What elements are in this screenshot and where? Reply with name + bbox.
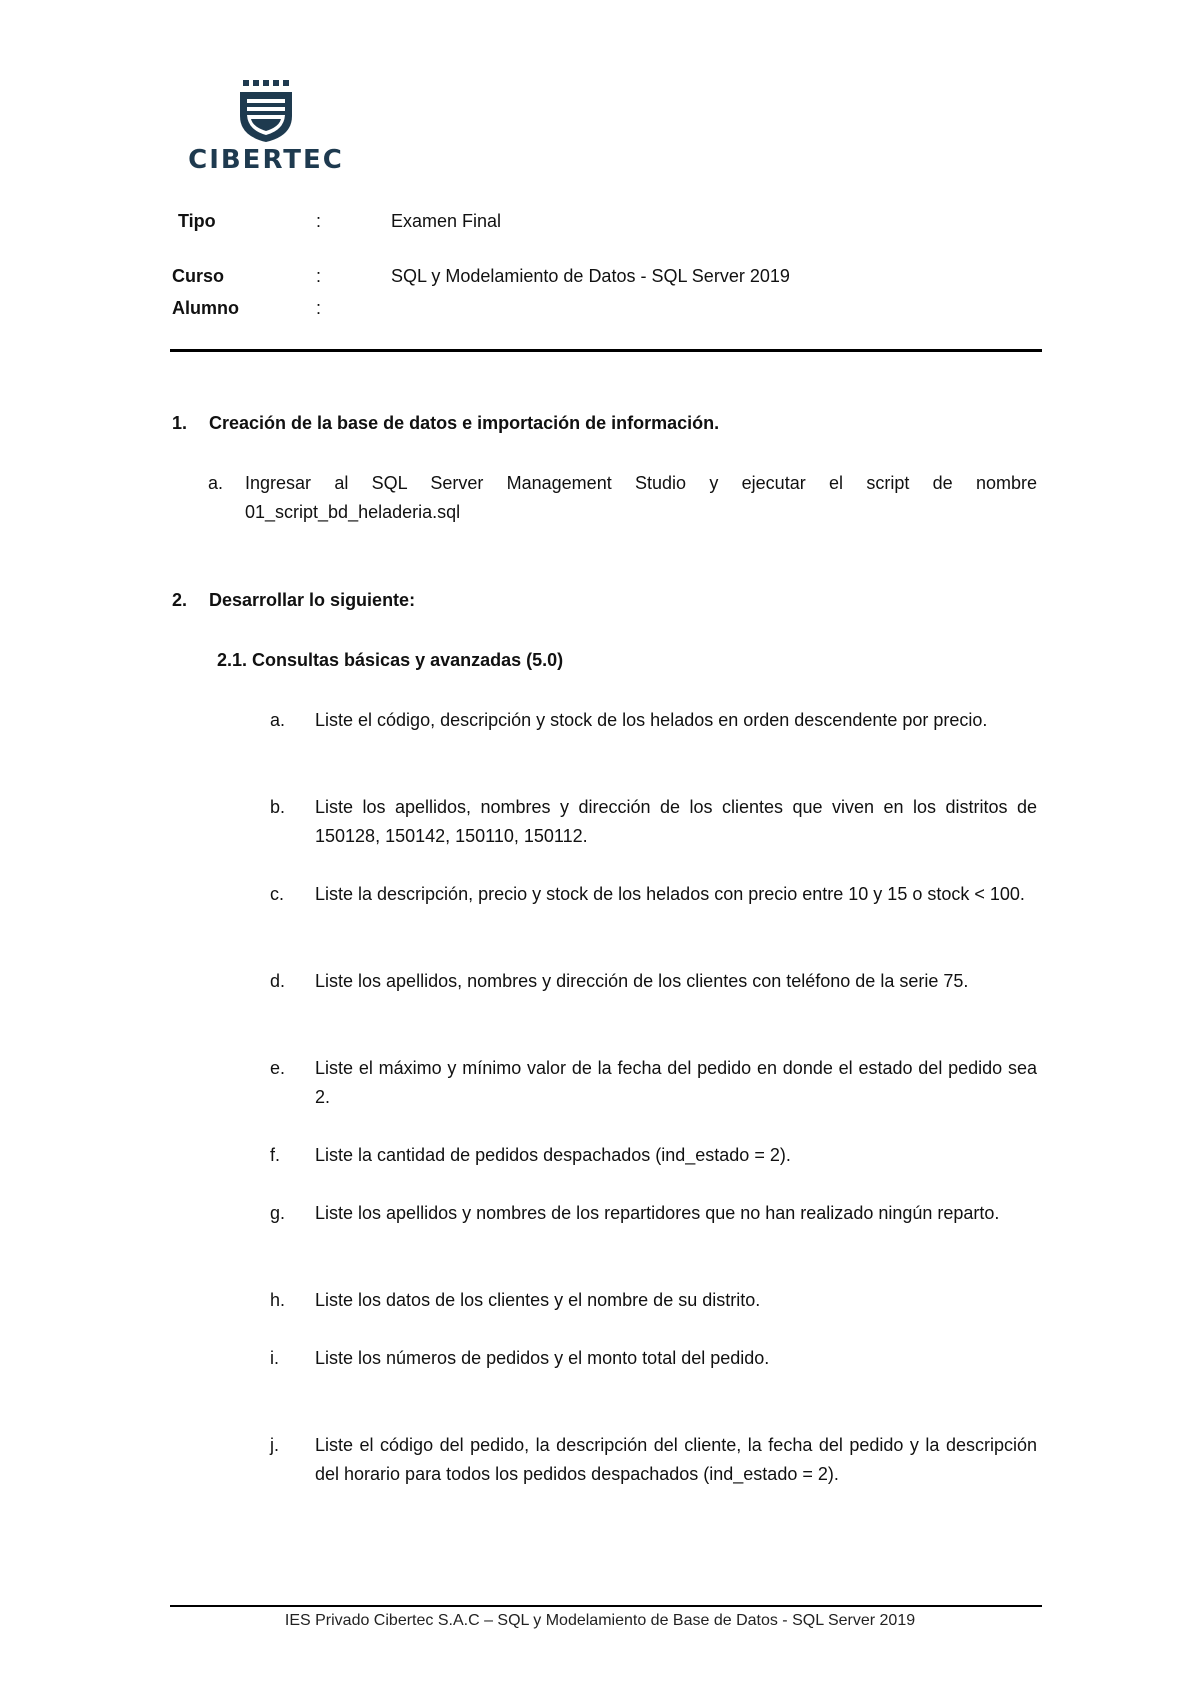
header-value: SQL y Modelamiento de Datos - SQL Server 2019 xyxy=(391,266,790,286)
item-label: d. xyxy=(270,971,286,991)
item-text: Liste los datos de los clientes y el nombre de su distrito. xyxy=(315,1290,761,1310)
footer-divider xyxy=(170,1605,1042,1607)
item-label: a. xyxy=(208,473,224,493)
header-key: Alumno xyxy=(172,298,239,318)
item-text: Liste los números de pedidos y el monto total del pedido. xyxy=(315,1348,770,1368)
section-title: Creación de la base de datos e importación de información. xyxy=(209,413,720,433)
item-label: b. xyxy=(270,797,286,817)
item-label: h. xyxy=(270,1290,286,1310)
logo-text: CIBERTEC xyxy=(188,145,344,175)
item-text: Liste los apellidos, nombres y dirección de los clientes que viven en los distritos de 150128, 150142, 150110, 150112. xyxy=(315,797,1037,846)
item-label: e. xyxy=(270,1058,286,1078)
item-label: f. xyxy=(270,1145,281,1165)
header-colon: : xyxy=(316,266,322,286)
item-text: Ingresar al SQL Server Management Studio y ejecutar el script de nombre 01_script_bd_heladeria.sql xyxy=(245,473,1037,522)
item-text: Liste el código, descripción y stock de los helados en orden descendente por precio. xyxy=(315,710,988,730)
cibertec-logo xyxy=(188,74,344,174)
header-key: Tipo xyxy=(178,211,216,231)
page-footer: IES Privado Cibertec S.A.C – SQL y Modelamiento de Base de Datos - SQL Server 2019 xyxy=(284,1612,916,1629)
item-text: Liste los apellidos y nombres de los repartidores que no han realizado ningún reparto. xyxy=(315,1203,1000,1223)
item-label: j. xyxy=(270,1435,279,1455)
item-text: Liste la descripción, precio y stock de los helados con precio entre 10 y 15 o stock < 100. xyxy=(315,884,1025,904)
item-label: i. xyxy=(270,1348,279,1368)
shield-icon xyxy=(188,74,344,144)
section-number: 1. xyxy=(172,413,188,433)
item-text: Liste el código del pedido, la descripción del cliente, la fecha del pedido y la descripción del horario para todos los pedidos despachados (ind_estado = 2). xyxy=(315,1435,1037,1484)
header-colon: : xyxy=(316,298,322,318)
item-label: a. xyxy=(270,710,286,730)
header-key: Curso xyxy=(172,266,225,286)
item-text: Liste el máximo y mínimo valor de la fecha del pedido en donde el estado del pedido sea 2. xyxy=(315,1058,1037,1107)
item-text: Liste la cantidad de pedidos despachados (ind_estado = 2). xyxy=(315,1145,791,1165)
header-colon: : xyxy=(316,211,322,231)
subsection-heading: 2.1. Consultas básicas y avanzadas (5.0) xyxy=(217,650,564,670)
section-number: 2. xyxy=(172,590,188,610)
section-title: Desarrollar lo siguiente: xyxy=(209,590,416,610)
header-value: Examen Final xyxy=(391,211,502,231)
item-text: Liste los apellidos, nombres y dirección de los clientes con teléfono de la serie 75. xyxy=(315,971,969,991)
item-label: g. xyxy=(270,1203,286,1223)
item-label: c. xyxy=(270,884,285,904)
header-divider xyxy=(170,349,1042,352)
